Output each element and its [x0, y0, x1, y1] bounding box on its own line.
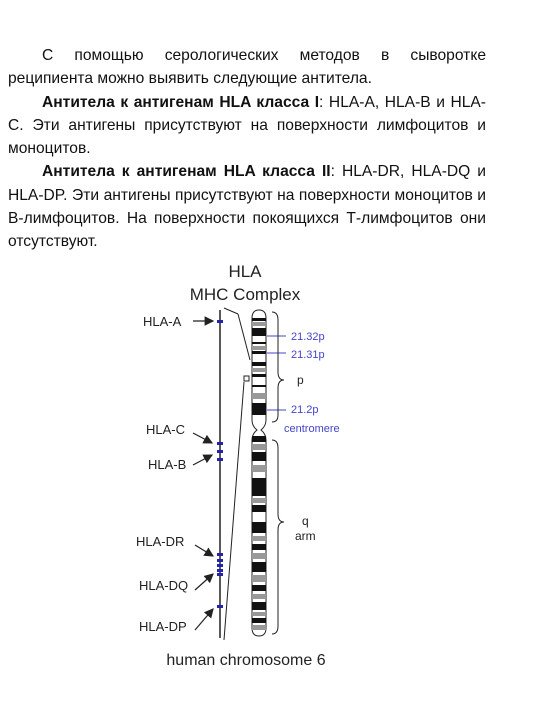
p-arm-label: p — [297, 373, 304, 387]
paragraph-intro: С помощью серологических методов в сыворотке реципиента можно выявить следующие антитела. — [8, 47, 486, 88]
class-2-heading: Антитела к антигенам HLA класса II — [42, 163, 331, 181]
gene-label-hla-b: HLA-B — [148, 457, 187, 472]
band-label-21-31p: 21.31p — [291, 349, 325, 361]
arm-label: arm — [295, 529, 316, 543]
gene-label-hla-dp: HLA-DP — [139, 619, 187, 634]
gene-label-hla-dr: HLA-DR — [136, 534, 185, 549]
band-label-21-32p: 21.32p — [291, 331, 325, 343]
band-ticks — [267, 336, 286, 410]
p-arm-brace — [272, 312, 284, 422]
q-arm-brace — [272, 440, 284, 634]
class-2-text: : HLA-DR, HLA-DQ и HLA-DP. Эти антигены присутствуют на поверхности моноцитов и В-лимфоцитов. На поверхности покоящихся Т-лимфоцитов они отсутствуют. — [8, 163, 486, 251]
class-1-text: : HLA-A, HLA-B и HLA-C. Эти антигены присутствуют на поверхности лимфоцитов и моноцитов. — [8, 93, 487, 158]
chromosome-6 — [252, 310, 266, 636]
gene-arrows — [193, 321, 213, 630]
band-label-21-2p: 21.2p — [291, 404, 319, 416]
figure-caption: human chromosome 6 — [166, 652, 326, 669]
gene-label-hla-a: HLA-A — [143, 314, 182, 329]
gene-label-hla-dq: HLA-DQ — [139, 578, 189, 593]
zoom-connectors — [224, 308, 250, 640]
figure-title: HLA — [228, 262, 262, 281]
figure-subtitle: MHC Complex — [189, 285, 301, 304]
gene-label-hla-c: HLA-C — [146, 422, 186, 437]
q-arm-label: q — [302, 514, 309, 528]
centromere-label: centromere — [284, 423, 340, 435]
class-1-heading: Антитела к антигенам HLA класса I — [42, 93, 320, 111]
